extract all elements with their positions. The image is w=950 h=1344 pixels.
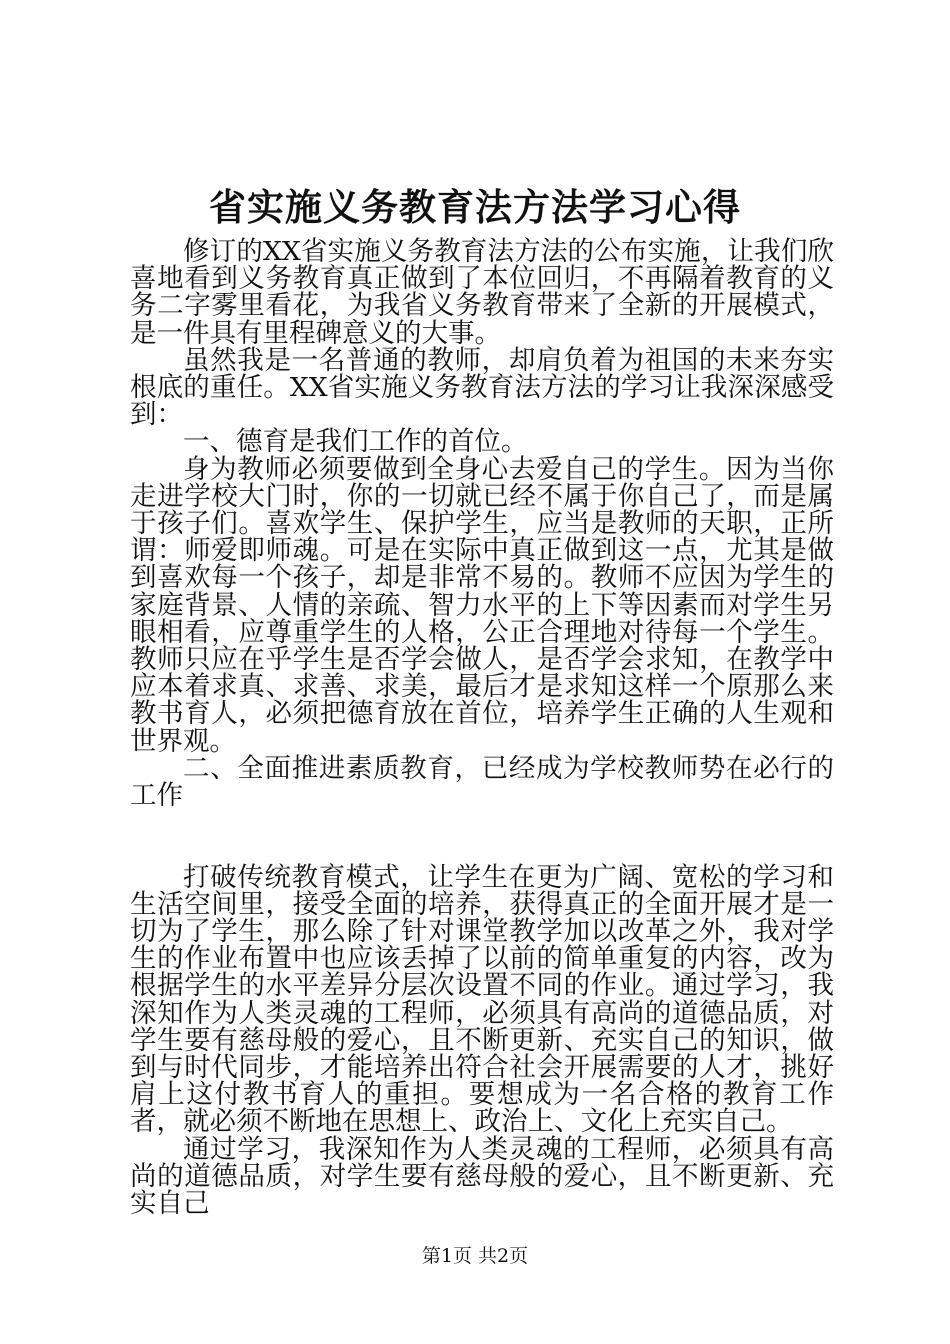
page-number-footer: 第1页 共2页 (421, 1245, 529, 1267)
page-title: 省实施义务教育法方法学习心得 (209, 186, 741, 229)
paragraph-intro: 修订的XX省实施义务教育法方法的公布实施，让我们欣喜地看到义务教育真正做到了本位回归，不再隔着教育的义务二字雾里看花，为我省义务教育带来了全新的开展模式，是一件具有里程碑意义的大事。 (130, 236, 834, 349)
paragraph-responsibility: 虽然我是一名普通的教师，却肩负着为祖国的未来夯实根底的重任。XX省实施义务教育法方法的学习让我深深感受到： (130, 344, 834, 431)
section-heading-quality-education: 二、全面推进素质教育，已经成为学校教师势在必行的工作 (130, 752, 834, 812)
paragraph-gap (130, 809, 834, 863)
paragraph-love-students: 身为教师必须要做到全身心去爱自己的学生。因为当你走进学校大门时，你的一切就已经不属于你自己了，而是属于孩子们。喜欢学生、保护学生，应当是教师的天职，正所谓：师爱即师魂。可是在实际中真正做到这一点，尤其是做到喜欢每一个孩子，却是非常不易的。教师不应因为学生的家庭背景、人情的亲疏、智力水平的上下等因素而对学生另眼相看，应尊重学生的人格，公正合理地对待每一个学生。教师只应在乎学生是否学会做人，是否学会求知，在教学中应本着求真、求善、求美，最后才是求知这样一个原那么来教书育人，必须把德育放在首位，培养学生正确的人生观和世界观。 (130, 453, 834, 757)
paragraph-reform: 打破传统教育模式，让学生在更为广阔、宽松的学习和生活空间里，接受全面的培养，获得真正的全面开展才是一切为了学生，那么除了针对课堂教学加以改革之外，我对学生的作业布置中也应该丢掉了以前的简单重复的内容，改为根据学生的水平差异分层次设置不同的作业。通过学习，我深知作为人类灵魂的工程师，必须具有高尚的道德品质，对学生要有慈母般的爱心，且不断更新、充实自己的知识，做到与时代同步，才能培养出符合社会开展需要的人才，挑好肩上这付教书育人的重担。要想成为一名合格的教育工作者，就必须不断地在思想上、政治上、文化上充实自己。 (130, 861, 834, 1138)
document-body (130, 236, 834, 1220)
paragraph-learning: 通过学习，我深知作为人类灵魂的工程师，必须具有高尚的道德品质，对学生要有慈母般的爱心，且不断更新、充实自己 (130, 1133, 834, 1220)
section-heading-moral-education: 一、德育是我们工作的首位。 (183, 426, 528, 458)
